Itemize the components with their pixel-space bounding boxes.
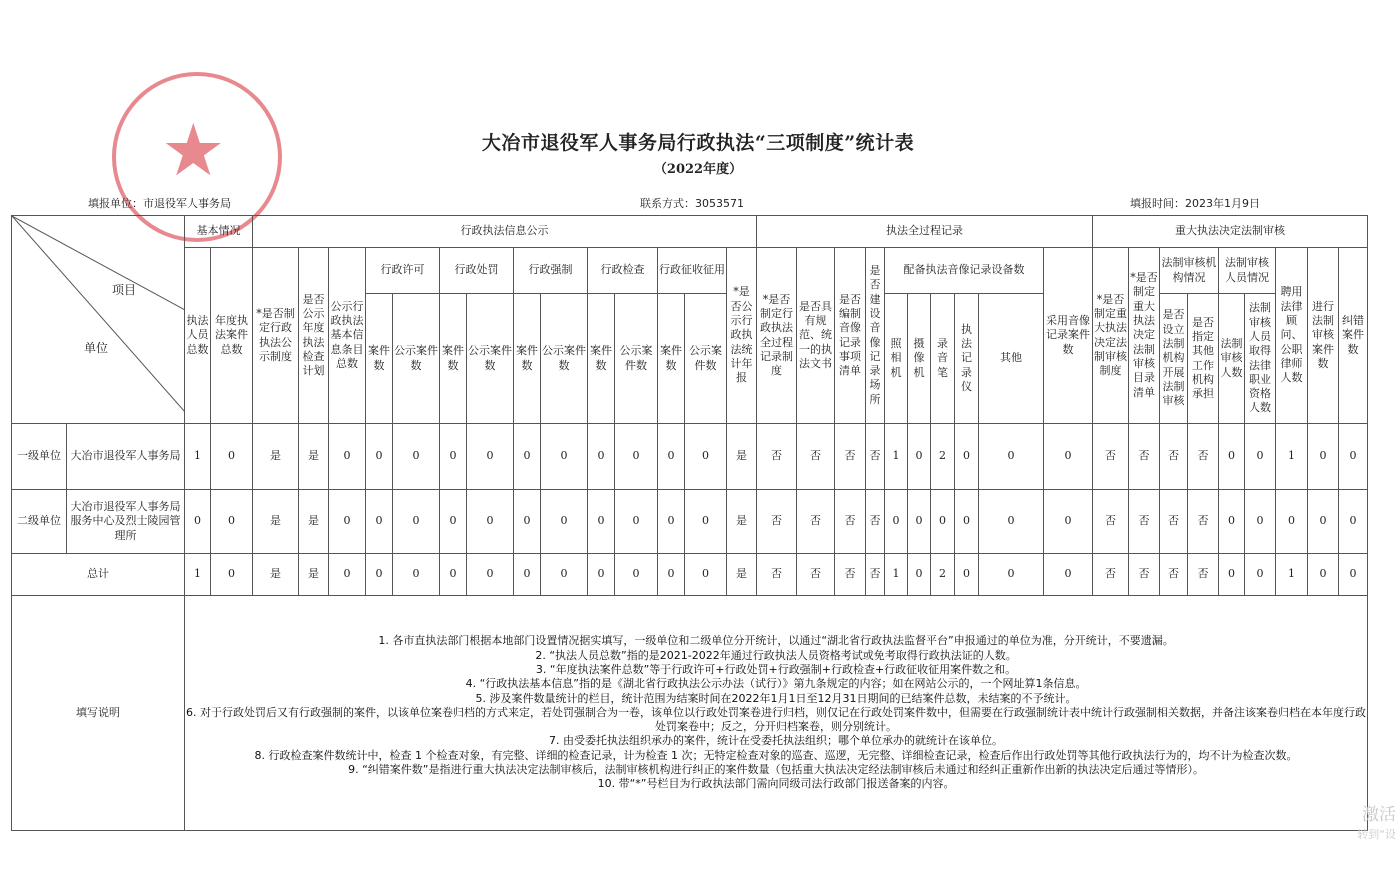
col-other-org: 是否指定其他工作机构承担 (1188, 294, 1219, 424)
table-cell: 0 (1308, 424, 1339, 490)
col-license-public: 公示案件数 (393, 294, 440, 424)
table-cell: 0 (685, 554, 727, 596)
group-full-process: 执法全过程记录 (757, 216, 1093, 248)
table-cell: 否 (835, 490, 866, 554)
table-cell: 0 (1044, 424, 1093, 490)
table-cell: 0 (685, 490, 727, 554)
col-legal-advisor: 聘用法律顾问、公职律师人数 (1276, 248, 1308, 424)
subgroup-requisition: 行政征收征用 (658, 248, 727, 294)
col-qualified-staff: 法制审核人员取得法律职业资格人数 (1245, 294, 1276, 424)
subgroup-review-staff: 法制审核人员情况 (1219, 248, 1276, 294)
statistics-table (11, 215, 1368, 831)
filler-label: 填报单位： (88, 197, 143, 210)
table-cell: 否 (835, 424, 866, 490)
table-cell: 0 (588, 554, 615, 596)
table-cell: 0 (1339, 554, 1368, 596)
table-cell: 1 (885, 424, 908, 490)
row-level: 二级单位 (12, 490, 67, 554)
table-row (12, 554, 1368, 596)
table-cell: 是 (727, 490, 757, 554)
table-cell: 是 (299, 490, 329, 554)
table-cell: 否 (797, 424, 835, 490)
table-cell: 0 (908, 490, 931, 554)
table-cell: 0 (615, 554, 658, 596)
group-disclosure: 行政执法信息公示 (253, 216, 757, 248)
table-cell: 0 (685, 424, 727, 490)
note-line: 6. 对于行政处罚后又有行政强制的案件，以该单位案卷归档的方式来定，若处罚强制合为一卷，该单位以行政处罚案卷进行归档，则仅记在行政处罚案件数中，但需要在行政强制统计表中统计行政强制相关数据，并备注该案卷归档在本年度行政处罚案卷中；反之，分开归档案卷，则分别统计。 (186, 705, 1367, 734)
row-level: 一级单位 (12, 424, 67, 490)
table-cell: 0 (955, 554, 979, 596)
table-cell: 0 (440, 490, 467, 554)
col-av-place: 是否建设音像记录场所 (866, 248, 885, 424)
filler-value: 市退役军人事务局 (143, 197, 231, 210)
table-cell: 0 (885, 490, 908, 554)
col-inspection-plan: 是否公示年度执法检查计划 (299, 248, 329, 424)
table-cell: 0 (1044, 490, 1093, 554)
table-cell: 0 (658, 424, 685, 490)
note-line: 5. 涉及案件数量统计的栏目，统计范围为结案时间在2022年1月1日至12月31日期间的已结案件总数，未结案的不予统计。 (475, 691, 1077, 705)
table-cell: 1 (185, 424, 211, 490)
page-title: 大冶市退役军人事务局行政执法“三项制度”统计表 (481, 132, 915, 154)
table-cell: 否 (1093, 554, 1129, 596)
col-recorder-pen: 录音笔 (931, 294, 955, 424)
table-cell: 0 (440, 424, 467, 490)
table-cell: 0 (1044, 554, 1093, 596)
table-cell: 0 (366, 554, 393, 596)
col-enforcement-cases: 案件数 (514, 294, 541, 424)
col-law-recorder: 执法记录仪 (955, 294, 979, 424)
col-standard-docs: 是否具有规范、统一的执法文书 (797, 248, 835, 424)
diagonal-lines (12, 216, 185, 424)
col-requisition-public: 公示案件数 (685, 294, 727, 424)
table-cell: 0 (1245, 554, 1276, 596)
contact-label: 联系方式： (640, 197, 695, 210)
subgroup-penalty: 行政处罚 (440, 248, 514, 294)
note-line: 10. 带“*”号栏目为行政执法部门需向同级司法行政部门报送备案的内容。 (597, 777, 955, 791)
col-annual-report: *是否公示行政执法统计年报 (727, 248, 757, 424)
table-cell: 0 (467, 490, 514, 554)
table-cell: 0 (329, 490, 366, 554)
table-cell: 1 (1276, 554, 1308, 596)
col-penalty-cases: 案件数 (440, 294, 467, 424)
row-unit: 大冶市退役军人事务局 (67, 424, 185, 490)
table-cell: 否 (797, 554, 835, 596)
notes-label: 填写说明 (12, 596, 185, 831)
table-cell: 是 (253, 490, 299, 554)
activation-watermark-sub: 转到“设 (1357, 828, 1396, 841)
table-cell: 0 (1276, 490, 1308, 554)
table-cell: 是 (727, 554, 757, 596)
col-review-list: *是否制定重大执法决定法制审核目录清单 (1129, 248, 1160, 424)
col-basic-info: 公示行政执法基本信息条目总数 (329, 248, 366, 424)
table-cell: 否 (1188, 554, 1219, 596)
table-cell: 2 (931, 554, 955, 596)
col-av-list: 是否编制音像记录事项清单 (835, 248, 866, 424)
note-line: 2. “执法人员总数”指的是2021-2022年通过行政执法人员资格考试或免考取得行政执法证的人数。 (535, 648, 1017, 662)
table-cell: 0 (1339, 424, 1368, 490)
col-license-cases: 案件数 (366, 294, 393, 424)
corner-unit-label: 单位 (84, 341, 109, 355)
group-basic: 基本情况 (185, 216, 253, 248)
table-cell: 0 (211, 424, 253, 490)
table-cell: 否 (866, 424, 885, 490)
table-cell: 0 (615, 424, 658, 490)
col-reviewed-cases: 进行法制审核案件数 (1308, 248, 1339, 424)
table-cell: 0 (514, 424, 541, 490)
table-cell: 0 (329, 554, 366, 596)
table-cell: 否 (1129, 490, 1160, 554)
table-cell: 0 (1219, 424, 1245, 490)
table-cell: 0 (908, 424, 931, 490)
note-line: 7. 由受委托执法组织承办的案件，统计在受委托执法组织；哪个单位承办的就统计在该单位。 (549, 734, 1004, 748)
col-corrected-cases: 纠错案件数 (1339, 248, 1368, 424)
table-cell: 否 (1129, 554, 1160, 596)
corner-item-label: 项目 (112, 283, 137, 297)
note-line: 3. “年度执法案件总数”等于行政许可+行政处罚+行政强制+行政检查+行政征收征用案件数之和。 (535, 662, 1017, 676)
table-cell: 0 (658, 554, 685, 596)
table-cell: 0 (955, 424, 979, 490)
note-line: 8. 行政检查案件数统计中，检查 1 个检查对象，有完整、详细的检查记录，计为检查 1 次；无特定检查对象的巡查、巡逻，无完整、详细检查记录，检查后作出行政处罚等其他行政执法行为的，均不计为检查次数。 (254, 748, 1298, 762)
corner-header (12, 216, 185, 424)
table-cell: 0 (979, 424, 1044, 490)
table-cell: 0 (588, 424, 615, 490)
table-cell: 否 (1160, 554, 1188, 596)
subgroup-inspection: 行政检查 (588, 248, 658, 294)
col-video-camera: 摄像机 (908, 294, 931, 424)
subgroup-av-equipment: 配备执法音像记录设备数 (885, 248, 1044, 294)
col-penalty-public: 公示案件数 (467, 294, 514, 424)
table-cell: 0 (366, 424, 393, 490)
fill-date (1130, 195, 1260, 211)
table-cell: 否 (1093, 424, 1129, 490)
contact-value: 3053571 (695, 197, 744, 210)
col-full-record-system: *是否制定行政执法全过程记录制度 (757, 248, 797, 424)
table-cell: 否 (1160, 490, 1188, 554)
col-staff-total: 执法人员总数 (185, 248, 211, 424)
subgroup-enforcement: 行政强制 (514, 248, 588, 294)
col-requisition-cases: 案件数 (658, 294, 685, 424)
filler-unit (88, 195, 231, 211)
table-cell: 0 (393, 490, 440, 554)
row-unit: 大冶市退役军人事务局服务中心及烈士陵园管理所 (67, 490, 185, 554)
table-cell: 0 (514, 554, 541, 596)
table-cell: 0 (1339, 490, 1368, 554)
col-enforcement-public: 公示案件数 (541, 294, 588, 424)
note-line: 1. 各市直执法部门根据本地部门设置情况据实填写，一级单位和二级单位分开统计，以通过“湖北省行政执法监督平台”申报通过的单位为准，分开统计，不要遗漏。 (378, 634, 1174, 648)
table-cell: 0 (615, 490, 658, 554)
table-cell: 否 (757, 554, 797, 596)
col-review-staff-count: 法制审核人数 (1219, 294, 1245, 424)
notes-content (185, 596, 1368, 831)
table-cell: 否 (1129, 424, 1160, 490)
contact (640, 195, 744, 211)
table-cell: 0 (541, 424, 588, 490)
table-cell: 0 (393, 424, 440, 490)
table-cell: 是 (299, 424, 329, 490)
table-cell: 否 (866, 554, 885, 596)
col-other: 其他 (979, 294, 1044, 424)
table-cell: 0 (440, 554, 467, 596)
table-row (12, 490, 1368, 554)
col-inspection-cases: 案件数 (588, 294, 615, 424)
table-cell: 0 (467, 424, 514, 490)
table-cell: 否 (797, 490, 835, 554)
table-cell: 是 (727, 424, 757, 490)
table-cell: 0 (329, 424, 366, 490)
col-inspection-public: 公示案件数 (615, 294, 658, 424)
table-cell: 0 (211, 554, 253, 596)
table-cell: 0 (1219, 490, 1245, 554)
table-cell: 0 (1308, 554, 1339, 596)
table-cell: 否 (1160, 424, 1188, 490)
table-cell: 1 (1276, 424, 1308, 490)
table-cell: 否 (757, 424, 797, 490)
table-cell: 0 (931, 490, 955, 554)
table-cell: 1 (885, 554, 908, 596)
subgroup-license: 行政许可 (366, 248, 440, 294)
subgroup-review-org: 法制审核机构情况 (1160, 248, 1219, 294)
date-label: 填报时间： (1130, 197, 1185, 210)
table-cell: 0 (467, 554, 514, 596)
note-line: 4. “行政执法基本信息”指的是《湖北省行政执法公示办法（试行）》第九条规定的内容；如在网站公示的，一个网址算1条信息。 (465, 677, 1087, 691)
table-cell: 0 (979, 554, 1044, 596)
table-cell: 2 (931, 424, 955, 490)
table-cell: 0 (979, 490, 1044, 554)
table-cell: 0 (1219, 554, 1245, 596)
note-line: 9. “纠错案件数”是指进行重大执法决定法制审核后，法制审核机构进行纠正的案件数量（包括重大执法决定经法制审核后未通过和经纠正重新作出新的执法决定后通过等情形）。 (348, 763, 1204, 777)
table-cell: 0 (1245, 490, 1276, 554)
col-camera: 照相机 (885, 294, 908, 424)
col-org-established: 是否设立法制机构开展法制审核 (1160, 294, 1188, 424)
table-cell: 否 (835, 554, 866, 596)
col-case-total: 年度执法案件总数 (211, 248, 253, 424)
table-cell: 0 (541, 554, 588, 596)
table-cell: 是 (253, 554, 299, 596)
table-cell: 否 (866, 490, 885, 554)
table-cell: 0 (955, 490, 979, 554)
col-av-cases: 采用音像记录案件数 (1044, 248, 1093, 424)
table-cell: 否 (1188, 424, 1219, 490)
table-cell: 0 (514, 490, 541, 554)
group-legal-review: 重大执法决定法制审核 (1093, 216, 1368, 248)
table-cell: 否 (1093, 490, 1129, 554)
activation-watermark: 激活 (1362, 805, 1396, 825)
table-cell: 0 (211, 490, 253, 554)
table-cell: 0 (366, 490, 393, 554)
table-cell: 是 (253, 424, 299, 490)
table-row (12, 424, 1368, 490)
table-cell: 1 (185, 554, 211, 596)
table-cell: 0 (908, 554, 931, 596)
table-cell: 0 (393, 554, 440, 596)
star-icon: ★ (161, 108, 226, 192)
table-cell: 否 (1188, 490, 1219, 554)
table-cell: 否 (757, 490, 797, 554)
col-review-system: *是否制定重大执法决定法制审核制度 (1093, 248, 1129, 424)
row-level: 总计 (12, 554, 185, 596)
table-cell: 是 (299, 554, 329, 596)
col-disclosure-system: *是否制定行政执法公示制度 (253, 248, 299, 424)
table-cell: 0 (1245, 424, 1276, 490)
page-subtitle: （2022年度） (653, 162, 743, 177)
table-cell: 0 (1308, 490, 1339, 554)
table-cell: 0 (185, 490, 211, 554)
table-cell: 0 (541, 490, 588, 554)
date-value: 2023年1月9日 (1185, 197, 1260, 210)
table-cell: 0 (658, 490, 685, 554)
table-cell: 0 (588, 490, 615, 554)
